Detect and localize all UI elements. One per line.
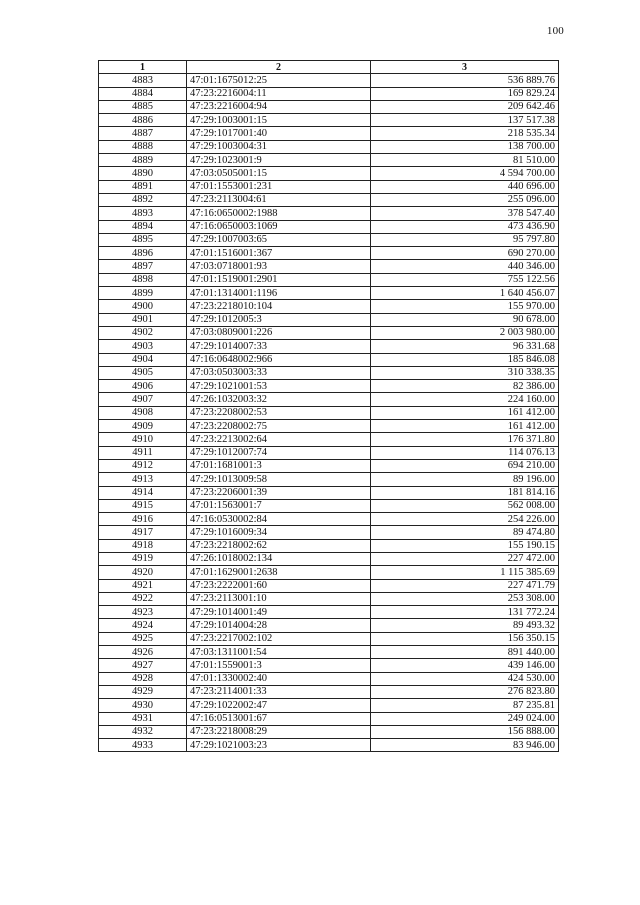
- cadastral-number-cell: 47:29:1013009:58: [187, 473, 371, 486]
- value-cell: 181 814.16: [371, 486, 559, 499]
- cadastral-number-cell: 47:03:0505001:15: [187, 167, 371, 180]
- cadastral-number-cell: 47:03:0503003:33: [187, 366, 371, 379]
- cadastral-number-cell: 47:26:1018002:134: [187, 552, 371, 565]
- cadastral-number-cell: 47:23:2208002:53: [187, 406, 371, 419]
- value-cell: 1 640 456.07: [371, 287, 559, 300]
- cadastral-value-table: [98, 60, 559, 752]
- cadastral-number-cell: 47:29:1012005:3: [187, 313, 371, 326]
- table-row: [99, 154, 559, 167]
- table-row: [99, 646, 559, 659]
- row-number-cell: 4932: [99, 725, 187, 738]
- cadastral-number-cell: 47:23:2218002:62: [187, 539, 371, 552]
- table-row: [99, 287, 559, 300]
- table-row: [99, 446, 559, 459]
- table-row: [99, 659, 559, 672]
- table-row: [99, 672, 559, 685]
- cadastral-number-cell: 47:29:1003004:31: [187, 140, 371, 153]
- cadastral-number-cell: 47:23:2222001:60: [187, 579, 371, 592]
- table-row: [99, 592, 559, 605]
- column-header-value: 3: [371, 61, 559, 74]
- value-cell: 156 350.15: [371, 632, 559, 645]
- value-cell: 694 210.00: [371, 459, 559, 472]
- table-header-row: [99, 61, 559, 74]
- row-number-cell: 4896: [99, 247, 187, 260]
- row-number-cell: 4900: [99, 300, 187, 313]
- value-cell: 218 535.34: [371, 127, 559, 140]
- table-row: [99, 366, 559, 379]
- row-number-cell: 4884: [99, 87, 187, 100]
- value-cell: 156 888.00: [371, 725, 559, 738]
- row-number-cell: 4911: [99, 446, 187, 459]
- value-cell: 95 797.80: [371, 233, 559, 246]
- row-number-cell: 4897: [99, 260, 187, 273]
- row-number-cell: 4908: [99, 406, 187, 419]
- table-row: [99, 87, 559, 100]
- row-number-cell: 4891: [99, 180, 187, 193]
- cadastral-number-cell: 47:29:1003001:15: [187, 114, 371, 127]
- value-cell: 227 472.00: [371, 552, 559, 565]
- table-row: [99, 273, 559, 286]
- table-row: [99, 526, 559, 539]
- row-number-cell: 4904: [99, 353, 187, 366]
- value-cell: 440 346.00: [371, 260, 559, 273]
- table-row: [99, 313, 559, 326]
- cadastral-number-cell: 47:03:0809001:226: [187, 326, 371, 339]
- value-cell: 562 008.00: [371, 499, 559, 512]
- row-number-cell: 4912: [99, 459, 187, 472]
- row-number-cell: 4889: [99, 154, 187, 167]
- cadastral-number-cell: 47:29:1014001:49: [187, 606, 371, 619]
- cadastral-number-cell: 47:01:1563001:7: [187, 499, 371, 512]
- table-row: [99, 326, 559, 339]
- row-number-cell: 4918: [99, 539, 187, 552]
- table-row: [99, 619, 559, 632]
- cadastral-number-cell: 47:29:1023001:9: [187, 154, 371, 167]
- cadastral-number-cell: 47:16:0650003:1069: [187, 220, 371, 233]
- cadastral-number-cell: 47:29:1022002:47: [187, 699, 371, 712]
- table-body: [99, 74, 559, 752]
- row-number-cell: 4898: [99, 273, 187, 286]
- table-row: [99, 340, 559, 353]
- row-number-cell: 4909: [99, 420, 187, 433]
- table-row: [99, 433, 559, 446]
- table-row: [99, 739, 559, 752]
- row-number-cell: 4921: [99, 579, 187, 592]
- table-row: [99, 725, 559, 738]
- table-row: [99, 486, 559, 499]
- value-cell: 87 235.81: [371, 699, 559, 712]
- cadastral-number-cell: 47:29:1014004:28: [187, 619, 371, 632]
- table-row: [99, 632, 559, 645]
- row-number-cell: 4913: [99, 473, 187, 486]
- value-cell: 96 331.68: [371, 340, 559, 353]
- value-cell: 249 024.00: [371, 712, 559, 725]
- row-number-cell: 4885: [99, 100, 187, 113]
- cadastral-number-cell: 47:01:1516001:367: [187, 247, 371, 260]
- row-number-cell: 4923: [99, 606, 187, 619]
- cadastral-number-cell: 47:01:1330002:40: [187, 672, 371, 685]
- table-row: [99, 712, 559, 725]
- value-cell: 255 096.00: [371, 193, 559, 206]
- row-number-cell: 4914: [99, 486, 187, 499]
- value-cell: 114 076.13: [371, 446, 559, 459]
- table-row: [99, 353, 559, 366]
- value-cell: 254 226.00: [371, 513, 559, 526]
- table-row: [99, 420, 559, 433]
- row-number-cell: 4893: [99, 207, 187, 220]
- row-number-cell: 4910: [99, 433, 187, 446]
- row-number-cell: 4903: [99, 340, 187, 353]
- value-cell: 310 338.35: [371, 366, 559, 379]
- value-cell: 536 889.76: [371, 74, 559, 87]
- table-row: [99, 699, 559, 712]
- table-row: [99, 233, 559, 246]
- cadastral-number-cell: 47:23:2218008:29: [187, 725, 371, 738]
- value-cell: 439 146.00: [371, 659, 559, 672]
- cadastral-number-cell: 47:29:1021003:23: [187, 739, 371, 752]
- value-cell: 169 829.24: [371, 87, 559, 100]
- value-cell: 185 846.08: [371, 353, 559, 366]
- value-cell: 176 371.80: [371, 433, 559, 446]
- value-cell: 89 493.32: [371, 619, 559, 632]
- value-cell: 90 678.00: [371, 313, 559, 326]
- cadastral-number-cell: 47:01:1681001:3: [187, 459, 371, 472]
- value-cell: 253 308.00: [371, 592, 559, 605]
- cadastral-number-cell: 47:29:1016009:34: [187, 526, 371, 539]
- cadastral-number-cell: 47:23:2216004:11: [187, 87, 371, 100]
- value-cell: 81 510.00: [371, 154, 559, 167]
- cadastral-number-cell: 47:01:1519001:2901: [187, 273, 371, 286]
- row-number-cell: 4899: [99, 287, 187, 300]
- cadastral-number-cell: 47:23:2113001:10: [187, 592, 371, 605]
- table-row: [99, 127, 559, 140]
- value-cell: 161 412.00: [371, 406, 559, 419]
- row-number-cell: 4929: [99, 685, 187, 698]
- row-number-cell: 4927: [99, 659, 187, 672]
- row-number-cell: 4916: [99, 513, 187, 526]
- table-row: [99, 499, 559, 512]
- cadastral-number-cell: 47:23:2216004:94: [187, 100, 371, 113]
- value-cell: 82 386.00: [371, 380, 559, 393]
- value-cell: 440 696.00: [371, 180, 559, 193]
- cadastral-number-cell: 47:01:1559001:3: [187, 659, 371, 672]
- value-cell: 89 196.00: [371, 473, 559, 486]
- cadastral-number-cell: 47:29:1017001:40: [187, 127, 371, 140]
- cadastral-number-cell: 47:01:1629001:2638: [187, 566, 371, 579]
- table-row: [99, 539, 559, 552]
- table-row: [99, 406, 559, 419]
- table-row: [99, 300, 559, 313]
- row-number-cell: 4915: [99, 499, 187, 512]
- value-cell: 424 530.00: [371, 672, 559, 685]
- column-header-cadastral-number: 2: [187, 61, 371, 74]
- cadastral-number-cell: 47:23:2217002:102: [187, 632, 371, 645]
- table-row: [99, 114, 559, 127]
- row-number-cell: 4902: [99, 326, 187, 339]
- cadastral-number-cell: 47:23:2206001:39: [187, 486, 371, 499]
- row-number-cell: 4892: [99, 193, 187, 206]
- cadastral-number-cell: 47:23:2113004:61: [187, 193, 371, 206]
- value-cell: 161 412.00: [371, 420, 559, 433]
- row-number-cell: 4931: [99, 712, 187, 725]
- value-cell: 138 700.00: [371, 140, 559, 153]
- table-row: [99, 100, 559, 113]
- cadastral-number-cell: 47:23:2213002:64: [187, 433, 371, 446]
- row-number-cell: 4906: [99, 380, 187, 393]
- table-row: [99, 685, 559, 698]
- row-number-cell: 4907: [99, 393, 187, 406]
- row-number-cell: 4922: [99, 592, 187, 605]
- row-number-cell: 4933: [99, 739, 187, 752]
- cadastral-number-cell: 47:16:0650002:1988: [187, 207, 371, 220]
- cadastral-number-cell: 47:03:0718001:93: [187, 260, 371, 273]
- value-cell: 2 003 980.00: [371, 326, 559, 339]
- cadastral-number-cell: 47:29:1014007:33: [187, 340, 371, 353]
- table-row: [99, 473, 559, 486]
- table-row: [99, 220, 559, 233]
- table-row: [99, 606, 559, 619]
- row-number-cell: 4890: [99, 167, 187, 180]
- table-row: [99, 180, 559, 193]
- row-number-cell: 4919: [99, 552, 187, 565]
- row-number-cell: 4925: [99, 632, 187, 645]
- row-number-cell: 4920: [99, 566, 187, 579]
- cadastral-number-cell: 47:16:0530002:84: [187, 513, 371, 526]
- cadastral-number-cell: 47:16:0513001:67: [187, 712, 371, 725]
- value-cell: 209 642.46: [371, 100, 559, 113]
- cadastral-number-cell: 47:23:2114001:33: [187, 685, 371, 698]
- value-cell: 378 547.40: [371, 207, 559, 220]
- table-row: [99, 207, 559, 220]
- table-row: [99, 247, 559, 260]
- value-cell: 83 946.00: [371, 739, 559, 752]
- table-row: [99, 513, 559, 526]
- cadastral-number-cell: 47:29:1021001:53: [187, 380, 371, 393]
- value-cell: 891 440.00: [371, 646, 559, 659]
- value-cell: 224 160.00: [371, 393, 559, 406]
- table-row: [99, 260, 559, 273]
- value-cell: 1 115 385.69: [371, 566, 559, 579]
- table-row: [99, 140, 559, 153]
- cadastral-number-cell: 47:01:1314001:1196: [187, 287, 371, 300]
- table-row: [99, 579, 559, 592]
- row-number-cell: 4883: [99, 74, 187, 87]
- table-row: [99, 74, 559, 87]
- value-cell: 155 970.00: [371, 300, 559, 313]
- row-number-cell: 4930: [99, 699, 187, 712]
- column-header-number: 1: [99, 61, 187, 74]
- table-row: [99, 193, 559, 206]
- value-cell: 690 270.00: [371, 247, 559, 260]
- table-row: [99, 380, 559, 393]
- cadastral-number-cell: 47:01:1553001:231: [187, 180, 371, 193]
- value-cell: 137 517.38: [371, 114, 559, 127]
- table-row: [99, 552, 559, 565]
- row-number-cell: 4924: [99, 619, 187, 632]
- value-cell: 4 594 700.00: [371, 167, 559, 180]
- row-number-cell: 4901: [99, 313, 187, 326]
- value-cell: 131 772.24: [371, 606, 559, 619]
- table-row: [99, 566, 559, 579]
- table-row: [99, 167, 559, 180]
- row-number-cell: 4886: [99, 114, 187, 127]
- row-number-cell: 4926: [99, 646, 187, 659]
- row-number-cell: 4894: [99, 220, 187, 233]
- page-number: 100: [546, 25, 564, 37]
- value-cell: 155 190.15: [371, 539, 559, 552]
- row-number-cell: 4917: [99, 526, 187, 539]
- cadastral-number-cell: 47:26:1032003:32: [187, 393, 371, 406]
- cadastral-number-cell: 47:23:2218010:104: [187, 300, 371, 313]
- cadastral-number-cell: 47:23:2208002:75: [187, 420, 371, 433]
- row-number-cell: 4888: [99, 140, 187, 153]
- value-cell: 89 474.80: [371, 526, 559, 539]
- value-cell: 755 122.56: [371, 273, 559, 286]
- table-row: [99, 393, 559, 406]
- cadastral-number-cell: 47:29:1007003:65: [187, 233, 371, 246]
- row-number-cell: 4887: [99, 127, 187, 140]
- cadastral-number-cell: 47:03:1311001:54: [187, 646, 371, 659]
- cadastral-number-cell: 47:29:1012007:74: [187, 446, 371, 459]
- value-cell: 227 471.79: [371, 579, 559, 592]
- row-number-cell: 4905: [99, 366, 187, 379]
- value-cell: 276 823.80: [371, 685, 559, 698]
- row-number-cell: 4895: [99, 233, 187, 246]
- row-number-cell: 4928: [99, 672, 187, 685]
- cadastral-number-cell: 47:16:0648002:966: [187, 353, 371, 366]
- table-row: [99, 459, 559, 472]
- cadastral-number-cell: 47:01:1675012:25: [187, 74, 371, 87]
- value-cell: 473 436.90: [371, 220, 559, 233]
